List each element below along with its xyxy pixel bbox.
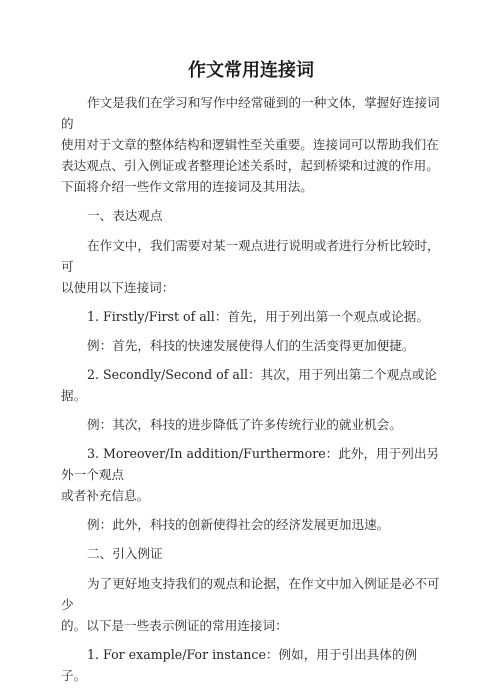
example-paragraph: 例：此外，科技的创新使得社会的经济发展更加迅速。 bbox=[87, 517, 390, 532]
section-heading: 一、表达观点 bbox=[87, 208, 163, 223]
list-item: 1. For example/For instance：例如，用于引出具体的例子。 bbox=[61, 647, 418, 683]
document-body bbox=[61, 92, 441, 694]
list-item: 1. Firstly/First of all：首先，用于列出第一个观点或论据。 bbox=[87, 309, 429, 324]
example-paragraph: 例：首先，科技的快速发展使得人们的生活变得更加便捷。 bbox=[87, 338, 415, 353]
example-paragraph: 例：其次，科技的进步降低了许多传统行业的就业机会。 bbox=[87, 417, 402, 432]
page-title: 作文常用连接词 bbox=[188, 60, 314, 81]
paragraph: 在作文中，我们需要对某一观点进行说明或者进行分析比较时，可 以使用以下连接词： bbox=[61, 238, 440, 295]
intro-paragraph: 作文是我们在学习和写作中经常碰到的一种文体，掌握好连接词的 使用对于文章的整体结构和逻辑性至关重要。连接词可以帮助我们在 表达观点、引入例证或者整理论述关系时，起到桥梁和过渡的作用。 下面将介绍一些作文常用的连接词及其用法。 bbox=[61, 95, 440, 194]
section-heading: 二、引入例证 bbox=[87, 546, 163, 561]
list-item: 3. Moreover/In addition/Furthermore：此外，用于列出另外一个观点 或者补充信息。 bbox=[61, 446, 440, 503]
paragraph: 为了更好地支持我们的观点和论据，在作文中加入例证是必不可少 的。以下是一些表示例证的常用连接词： bbox=[61, 576, 440, 633]
list-item: 2. Secondly/Second of all：其次，用于列出第二个观点或论据。 bbox=[61, 367, 437, 403]
